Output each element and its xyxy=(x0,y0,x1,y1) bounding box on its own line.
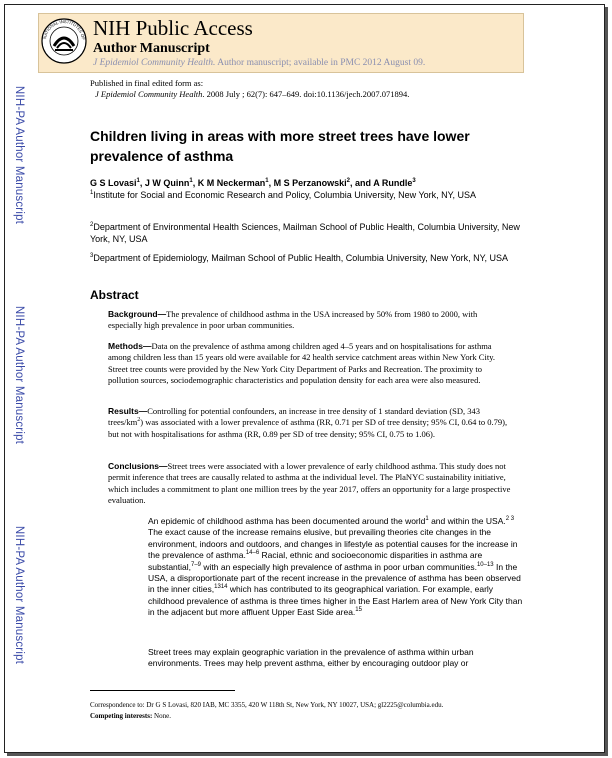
author-affil: 1 xyxy=(189,178,193,184)
body-paragraph-1: An epidemic of childhood asthma has been documented around the world$^1$ and within the USA.$^{2 3}$ The exact cause of the increase remains elusive, but prevailing theories cite changes in the environment, indoors and outdoors, and changes in lifestyle as potential causes for the increase in the prevalence of asthma.$^{14-6}$ Racial, ethnic and socioeconomic disparities in asthma are substantial,$^{7-9}$ with an especially high prevalence of asthma in poor urban communities.$^{10-13}$ In the USA, a disproportionate part of the recent increase in the prevalence of asthma has been observed in the inner cities,$^{1314}$ which has contributed to its geographical variation. For example, early childhood prevalence of asthma is three times higher in the East Harlem area of New York City than in the adjacent but more affluent Upper East Side area.$^{15}$ xyxy=(148,516,523,618)
header-availability: Author manuscript; available in PMC 2012 August 09. xyxy=(215,58,426,68)
author-affil: 1 xyxy=(265,178,269,184)
citation-line xyxy=(95,89,409,100)
abstract-results: Results—Controlling for potential confounders, an increase in tree density of 1 standard deviation (SD, 343 trees/$km^2$) was associated with a lower prevalence of asthma (RR, 0.71 per SD of tree density; 95% CI, 0.64 to 0.79), but not with hospitalisations for asthma (RR, 0.89 per SD of tree density; 95% CI, 0.75 to 1.06). xyxy=(108,406,508,439)
header-subtitle: Author Manuscript xyxy=(93,41,210,56)
affiliation-3: $^3$Department of Epidemiology, Mailman School of Public Health, Columbia University, New York, NY, USA xyxy=(90,253,509,263)
abstract-background: Background—The prevalence of childhood asthma in the USA increased by 50% from 1980 to 2000, with especially high prevalence in poor urban communities. xyxy=(108,309,478,331)
side-label-bottom: NIH-PA Author Manuscript xyxy=(13,525,26,665)
affiliation-1: $^1$Institute for Social and Economic Research and Policy, Columbia University, New York, NY, USA xyxy=(90,190,477,200)
body-paragraph-2: Street trees may explain geographic variation in the prevalence of asthma within urban environments. Trees may help prevent asthma, either by encouraging outdoor play or xyxy=(148,647,474,669)
citation-journal: J Epidemiol Community Health xyxy=(95,89,203,99)
author: M S Perzanowski xyxy=(273,178,347,188)
author: K M Neckerman xyxy=(197,178,266,188)
author: G S Lovasi xyxy=(90,178,137,188)
article-title: Children living in areas with more street trees have lower prevalence of asthma xyxy=(90,128,470,164)
correspondence-note: Correspondence to: Dr G S Lovasi, 820 IAB, MC 3355, 420 W 118th St, New York, NY 10027, USA; gl2225@columbia.edu. xyxy=(90,701,444,709)
author-affil: 2 xyxy=(346,178,351,184)
seal-text: NATIONAL INSTITUTES OF xyxy=(42,18,86,41)
author-list: G S Lovasi$^1$, J W Quinn$^1$, K M Neckerman$^1$, M S Perzanowski$^2$, and A Rundle$^3$ xyxy=(90,178,416,188)
header-journal-line xyxy=(93,58,425,68)
competing-interests-note: Competing interests: None. xyxy=(90,712,171,720)
header-title: NIH Public Access xyxy=(93,16,253,40)
author-affil: 1 xyxy=(136,178,140,184)
published-label: Published in final edited form as: xyxy=(90,78,204,88)
abstract-heading: Abstract xyxy=(90,288,139,302)
side-label-middle: NIH-PA Author Manuscript xyxy=(13,305,26,445)
citation-details: . 2008 July ; 62(7): 647–649. doi:10.1136/jech.2007.071894. xyxy=(202,89,410,99)
abstract-conclusions: Conclusions—Street trees were associated with a lower prevalence of early childhood asthma. This study does not permit inference that trees are causally related to asthma at the individual level. The PlaNYC sustainability initiative, which includes a commitment to plant one million trees by the year 2017, offers an opportunity for a large prospective evaluation. xyxy=(108,461,511,506)
author: A Rundle xyxy=(373,178,413,188)
header-journal-name: J Epidemiol Community Health. xyxy=(93,58,216,68)
affiliation-2: $^2$Department of Environmental Health Sciences, Mailman School of Public Health, Columbia University, New York, NY, USA xyxy=(90,222,520,244)
author-affil: 3 xyxy=(412,178,416,184)
abstract-methods: Methods—Data on the prevalence of asthma among children aged 4–5 years and on hospitalisations for asthma among children less than 15 years old were available for 42 health service catchment areas within New York City. Street tree counts were provided by the New York City Department of Parks and Recreation. The proximity to pollution sources, sociodemographic characteristics and population density for each area were also measured. xyxy=(108,341,496,386)
side-label-top: NIH-PA Author Manuscript xyxy=(13,85,26,225)
author: J W Quinn xyxy=(144,178,190,188)
nih-seal-icon xyxy=(40,16,88,68)
footnote-divider xyxy=(90,690,235,691)
